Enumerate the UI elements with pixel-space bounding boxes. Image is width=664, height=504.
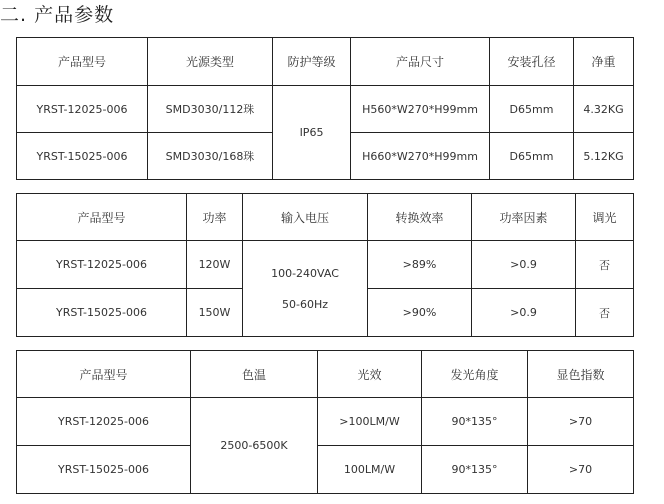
spec-table-electrical bbox=[16, 193, 634, 337]
light-source-cell: SMD3030/168珠 bbox=[148, 133, 273, 180]
size-cell: H660*W270*H99mm bbox=[351, 133, 490, 180]
table-header-row bbox=[17, 38, 634, 86]
header-cell: 产品型号 bbox=[17, 38, 148, 86]
header-cell: 输入电压 bbox=[243, 194, 368, 241]
header-cell: 防护等级 bbox=[273, 38, 351, 86]
voltage-range: 100-240VAC bbox=[271, 266, 339, 280]
efficacy-cell: >100LM/W bbox=[318, 398, 422, 446]
size-cell: H560*W270*H99mm bbox=[351, 86, 490, 133]
frequency-range: 50-60Hz bbox=[281, 297, 328, 311]
header-cell: 净重 bbox=[574, 38, 634, 86]
light-source-cell: SMD3030/112珠 bbox=[148, 86, 273, 133]
model-cell: YRST-15025-006 bbox=[17, 446, 191, 494]
power-cell: 120W bbox=[187, 241, 243, 289]
dimming-cell: 否 bbox=[576, 289, 634, 337]
table-row bbox=[17, 446, 634, 494]
model-cell: YRST-12025-006 bbox=[17, 86, 148, 133]
header-cell: 功率因素 bbox=[472, 194, 576, 241]
table-row bbox=[17, 398, 634, 446]
beam-angle-cell: 90*135° bbox=[422, 446, 528, 494]
protection-cell: IP65 bbox=[273, 86, 351, 180]
voltage-cell bbox=[243, 241, 368, 337]
color-temp-cell: 2500-6500K bbox=[191, 398, 318, 494]
power-cell: 150W bbox=[187, 289, 243, 337]
header-cell: 产品型号 bbox=[17, 351, 191, 398]
header-cell: 产品型号 bbox=[17, 194, 187, 241]
model-cell: YRST-15025-006 bbox=[17, 289, 187, 337]
header-cell: 显色指数 bbox=[528, 351, 634, 398]
model-cell: YRST-15025-006 bbox=[17, 133, 148, 180]
weight-cell: 4.32KG bbox=[574, 86, 634, 133]
header-cell: 光效 bbox=[318, 351, 422, 398]
cri-cell: >70 bbox=[528, 398, 634, 446]
efficacy-cell: 100LM/W bbox=[318, 446, 422, 494]
header-cell: 产品尺寸 bbox=[351, 38, 490, 86]
hole-cell: D65mm bbox=[490, 86, 574, 133]
table-row bbox=[17, 241, 634, 289]
header-cell: 功率 bbox=[187, 194, 243, 241]
beam-angle-cell: 90*135° bbox=[422, 398, 528, 446]
table-header-row bbox=[17, 194, 634, 241]
table-header-row bbox=[17, 351, 634, 398]
header-cell: 安装孔径 bbox=[490, 38, 574, 86]
efficiency-cell: >90% bbox=[368, 289, 472, 337]
header-cell: 光源类型 bbox=[148, 38, 273, 86]
model-cell: YRST-12025-006 bbox=[17, 398, 191, 446]
spec-table-dimensions bbox=[16, 37, 634, 180]
section-title: 二. 产品参数 bbox=[0, 4, 115, 26]
dimming-cell: 否 bbox=[576, 241, 634, 289]
weight-cell: 5.12KG bbox=[574, 133, 634, 180]
header-cell: 发光角度 bbox=[422, 351, 528, 398]
efficiency-cell: >89% bbox=[368, 241, 472, 289]
header-cell: 调光 bbox=[576, 194, 634, 241]
model-cell: YRST-12025-006 bbox=[17, 241, 187, 289]
cri-cell: >70 bbox=[528, 446, 634, 494]
power-factor-cell: >0.9 bbox=[472, 289, 576, 337]
hole-cell: D65mm bbox=[490, 133, 574, 180]
power-factor-cell: >0.9 bbox=[472, 241, 576, 289]
header-cell: 色温 bbox=[191, 351, 318, 398]
header-cell: 转换效率 bbox=[368, 194, 472, 241]
table-row bbox=[17, 86, 634, 133]
spec-table-optical bbox=[16, 350, 634, 494]
